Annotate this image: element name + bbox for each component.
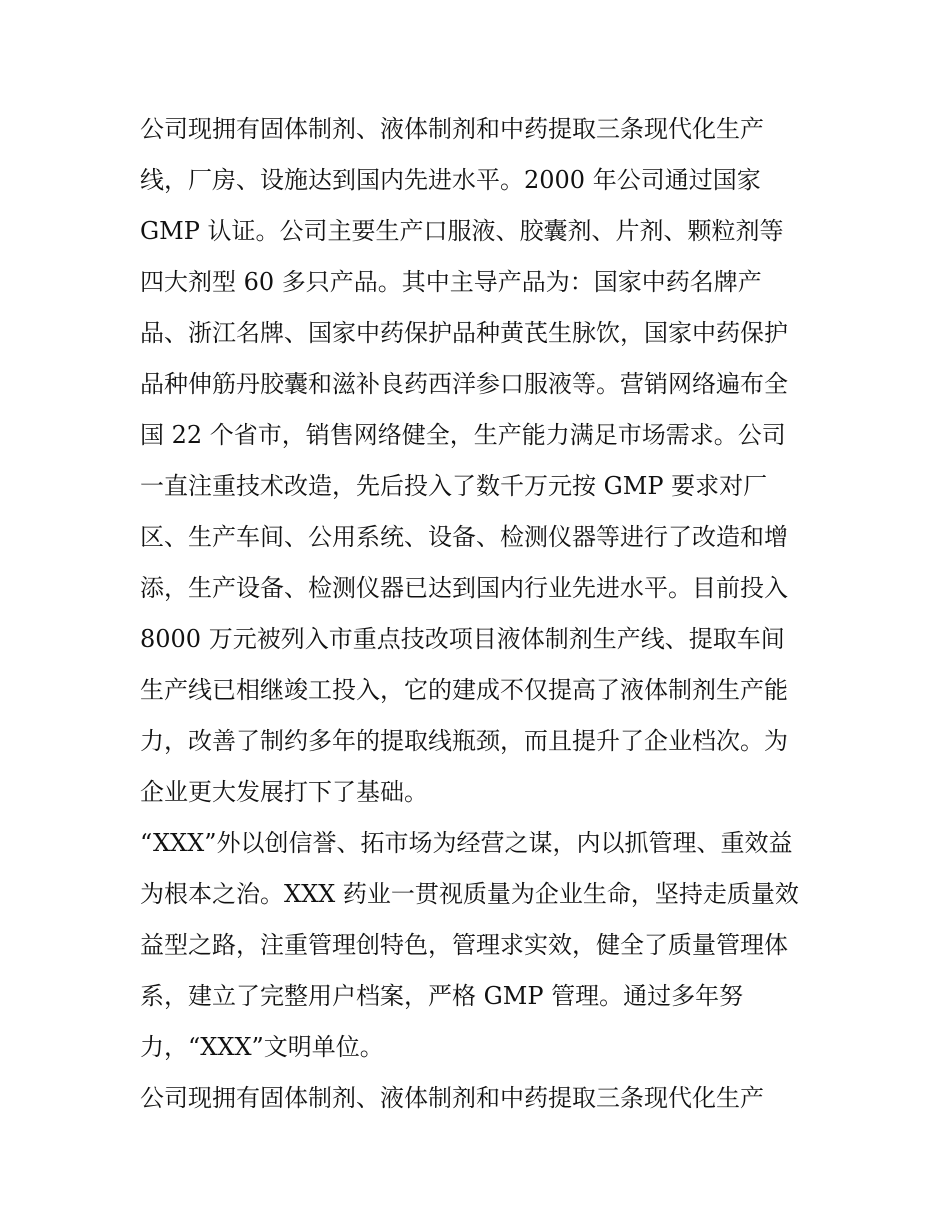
text-line: 添，生产设备、检测仪器已达到国内行业先进水平。目前投入	[140, 574, 788, 602]
text-line: 系，建立了完整用户档案，严格 GMP 管理。通过多年努	[140, 982, 744, 1010]
text-line: 公司现拥有固体制剂、液体制剂和中药提取三条现代化生产	[140, 1084, 764, 1112]
text-line: 一直注重技术改造，先后投入了数千万元按 GMP 要求对厂	[140, 472, 768, 500]
text-line: 国 22 个省市，销售网络健全，生产能力满足市场需求。公司	[140, 421, 786, 449]
text-line: 为根本之治。XXX 药业一贯视质量为企业生命，坚持走质量效	[140, 880, 799, 908]
text-line: 线，厂房、设施达到国内先进水平。2000 年公司通过国家	[140, 166, 761, 194]
text-line: 品、浙江名牌、国家中药保护品种黄芪生脉饮，国家中药保护	[140, 319, 788, 347]
text-line: 品种伸筋丹胶囊和滋补良药西洋参口服液等。营销网络遍布全	[140, 370, 788, 398]
text-line: 企业更大发展打下了基础。	[140, 778, 428, 806]
text-line: 公司现拥有固体制剂、液体制剂和中药提取三条现代化生产	[140, 115, 764, 143]
text-line: 力，改善了制约多年的提取线瓶颈，而且提升了企业档次。为	[140, 727, 788, 755]
text-line: GMP 认证。公司主要生产口服液、胶囊剂、片剂、颗粒剂等	[140, 217, 784, 245]
text-line: 生产线已相继竣工投入，它的建成不仅提高了液体制剂生产能	[140, 676, 788, 704]
text-line: 力，“XXX”文明单位。	[140, 1033, 384, 1061]
text-line: 益型之路，注重管理创特色，管理求实效，健全了质量管理体	[140, 931, 788, 959]
document-body	[140, 104, 830, 1124]
text-line: 四大剂型 60 多只产品。其中主导产品为：国家中药名牌产	[140, 268, 762, 296]
text-line: 区、生产车间、公用系统、设备、检测仪器等进行了改造和增	[140, 523, 788, 551]
text-line: “XXX”外以创信誉、拓市场为经营之谋，内以抓管理、重效益	[140, 829, 793, 857]
text-line: 8000 万元被列入市重点技改项目液体制剂生产线、提取车间	[140, 625, 785, 653]
